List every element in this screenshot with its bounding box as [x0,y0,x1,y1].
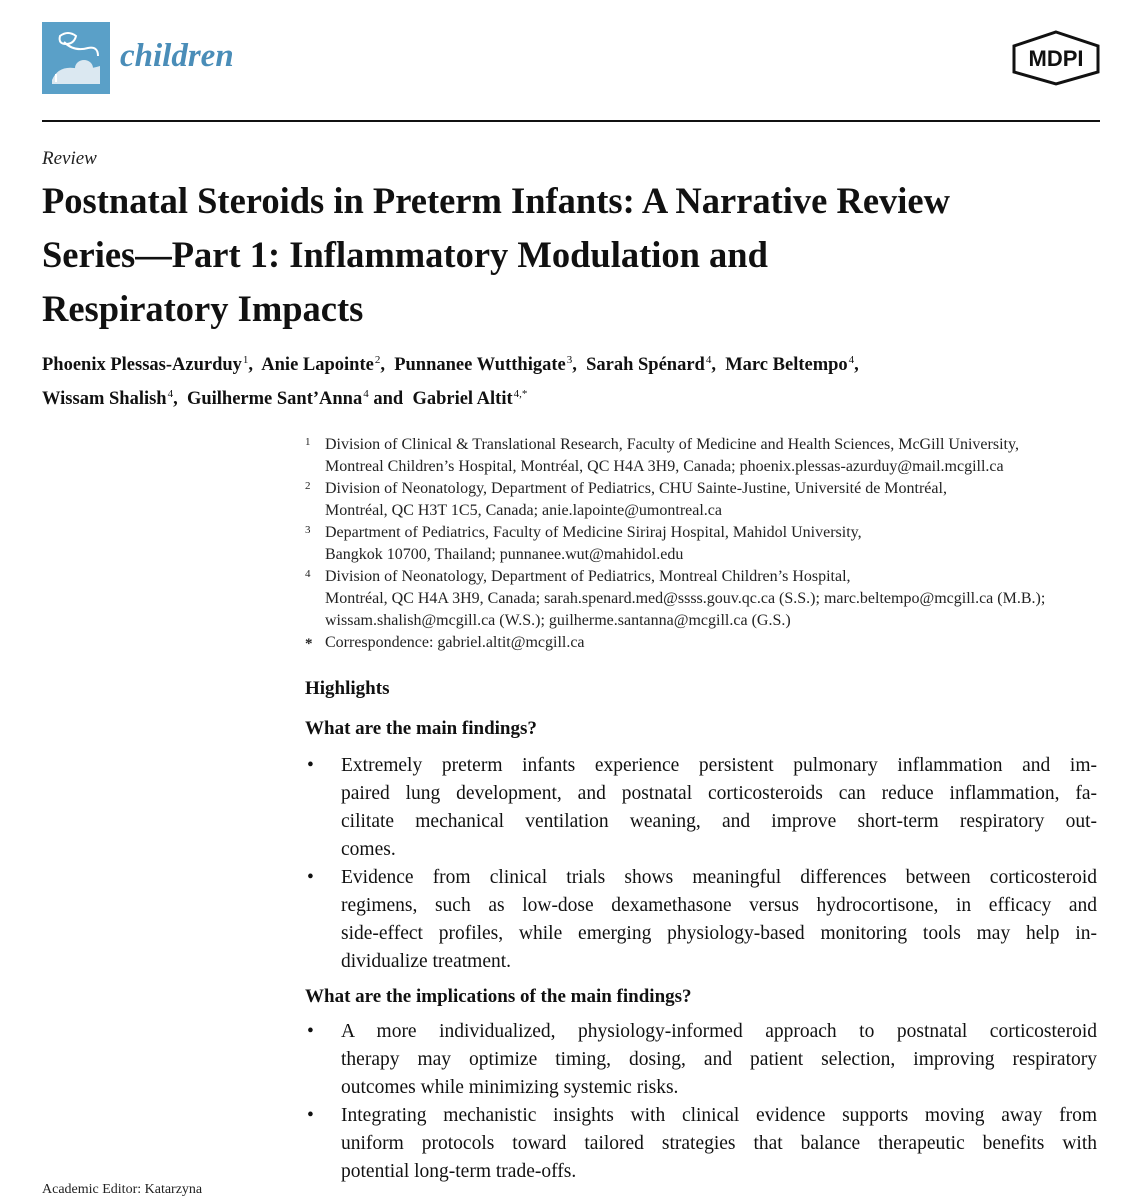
affiliation-marker: 4 [705,354,712,366]
main-findings-list [305,752,1097,976]
journal-name: children [120,38,234,74]
affiliation-marker: 3 [566,354,573,366]
title-line: Respiratory Impacts [42,288,364,329]
academic-editor: Academic Editor: Katarzyna [42,1182,203,1197]
bullet-icon: • [307,867,314,888]
affiliation-item: 1 Division of Clinical & Translational Research, Faculty of Medicine and Health Sciences, McGill University, Montreal Children’s Hospital, Montréal, QC H4A 3H9, Canada; phoenix.plessas-azurduy@mail.mcgill.ca [305,436,1019,475]
author-name[interactable]: Marc Beltempo [725,355,848,375]
affiliation-marker: 2 [374,354,381,366]
author-name[interactable]: Anie Lapointe [261,355,374,375]
list-item: • Evidence from clinical trials shows meaningful differences between corticosteroid regimens, such as low-dose dexamethasone versus hydrocortisone, in efficacy and side-effect profiles, while emerging physiology-based monitoring tools may help in- dividualize treatment. [305,864,1097,976]
publisher-name: MDPI [1028,46,1084,71]
affiliation-marker: 1 [242,354,249,366]
affiliation-marker: 4 [167,388,174,400]
affiliation-marker: 4,* [513,388,528,400]
affiliation-number: 2 [305,480,311,492]
bullet-icon: • [307,1021,314,1042]
article-type: Review [42,148,97,169]
title-line: Series—Part 1: Inflammatory Modulation and [42,234,768,275]
affiliation-number: 3 [305,524,311,536]
implications-heading: What are the implications of the main findings? [305,986,692,1007]
implications-list [305,1018,1097,1186]
list-item: • Extremely preterm infants experience persistent pulmonary inflammation and im- paired lung development, and postnatal corticosteroids can reduce inflammation, fa- cilitate mechanical ventilation weaning, and improve short-term respiratory out- comes. [305,752,1097,864]
affiliation-marker: 4 [848,354,855,366]
affiliation-number: 4 [305,568,311,580]
correspondence-marker: * [305,636,313,652]
author-name[interactable]: Sarah Spénard [586,355,705,375]
main-findings-heading: What are the main findings? [305,718,537,739]
header-divider [42,120,1100,122]
bullet-icon: • [307,1105,314,1126]
author-name[interactable]: Phoenix Plessas-Azurduy [42,355,242,375]
highlights-heading: Highlights [305,678,390,699]
correspondence: * Correspondence: gabriel.altit@mcgill.ca [305,632,1105,654]
author-name[interactable]: Guilherme Sant’Anna [186,389,363,409]
author-list: Phoenix Plessas-Azurduy$^1$, Anie Lapointe$^2$, Punnanee Wutthigate$^3$, Sarah Spénard$^4$, Marc Beltempo$^4$, Wissam Shalish$^4$, Guilherme Sant’Anna$^4$ and Gabriel Altit$^{4,*}$ [42,354,859,409]
affiliation-number: 1 [305,436,311,448]
list-item: • Integrating mechanistic insights with clinical evidence supports moving away from uniform protocols toward tailored strategies that balance therapeutic benefits with potential long-term trade-offs. [305,1102,1097,1186]
affiliation-list [305,434,1105,654]
article-title [42,174,1082,336]
affiliation-marker: 4 [363,388,369,400]
affiliation-item: 3 Department of Pediatrics, Faculty of Medicine Siriraj Hospital, Mahidol University, Bangkok 10700, Thailand; punnanee.wut@mahidol.edu [305,524,862,563]
author-name[interactable]: Punnanee Wutthigate [394,355,566,375]
bullet-icon: • [307,755,314,776]
list-item: • A more individualized, physiology-informed approach to postnatal corticosteroid therapy may optimize timing, dosing, and patient selection, improving respiratory outcomes while minimizing systemic risks. [305,1018,1097,1102]
mdpi-logo [1010,30,1102,86]
children-journal-logo-icon [42,22,110,94]
author-name[interactable]: Wissam Shalish [42,389,167,409]
title-line: Postnatal Steroids in Preterm Infants: A Narrative Review [42,180,950,221]
affiliation-item: 2 Division of Neonatology, Department of Pediatrics, CHU Sainte-Justine, Université de Montréal, Montréal, QC H3T 1C5, Canada; anie.lapointe@umontreal.ca [305,480,947,519]
journal-header [0,0,1130,122]
affiliation-item: 4 Division of Neonatology, Department of Pediatrics, Montreal Children’s Hospital, Montréal, QC H4A 3H9, Canada; sarah.spenard.med@ssss.gouv.qc.ca (S.S.); marc.beltempo@mcgill.ca (M.B.); wissam.shalish@mcgill.ca (W.S.); guilherme.santanna@mcgill.ca (G.S.) [305,568,1046,629]
author-name[interactable]: Gabriel Altit [412,389,513,409]
